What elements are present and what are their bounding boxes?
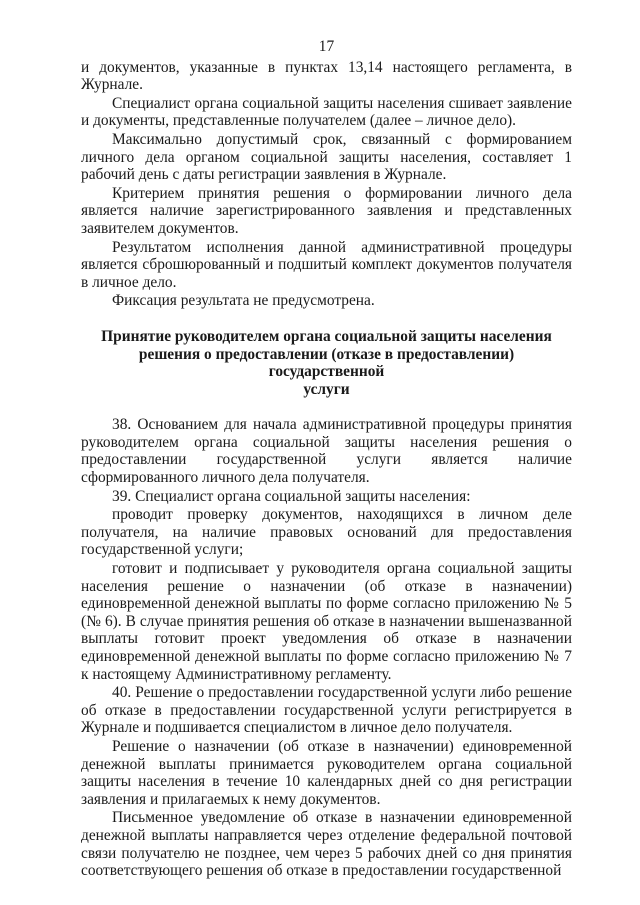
- paragraph: Фиксация результата не предусмотрена.: [112, 292, 375, 310]
- section-heading-line: услуги: [303, 380, 350, 398]
- paragraph-38: 38. Основанием для начала административной процедуры принятия руководителем органа социальной защиты населения решения о предоставлении государственной услуги является наличие сформированного личного дела получателя.: [81, 416, 572, 487]
- section-heading-line: решения о предоставлении (отказе в предоставлении) государственной: [138, 345, 515, 381]
- paragraph: Результатом исполнения данной административной процедуры является сброшюрованный и подшитый комплект документов получателя в личное дело.: [81, 238, 572, 291]
- paragraph-39: 39. Специалист органа социальной защиты населения:: [112, 487, 471, 505]
- document-page: [81, 38, 572, 881]
- paragraph: Максимально допустимый срок, связанный с формированием личного дела органом социальной защиты населения, составляет 1 рабочий день с даты регистрации заявления в Журнале.: [81, 130, 572, 184]
- section-heading-line: Принятие руководителем органа социальной защиты населения: [101, 327, 552, 345]
- paragraph-40: 40. Решение о предоставлении государственной услуги либо решение об отказе в предоставлении государственной услуги регистрируется в Журнале и подшивается специалистом в личное дело получателя.: [81, 684, 572, 737]
- paragraph: проводит проверку документов, находящихся в личном деле получателя, на наличие правовых оснований для предоставления государственной услуги;: [81, 506, 572, 559]
- paragraph: Решение о назначении (об отказе в назначении) единовременной денежной выплаты принимается руководителем органа социальной защиты населения в течение 10 календарных дней со дня регистрации заявления и прилагаемых к нему документов.: [81, 737, 572, 808]
- paragraph: Критерием принятия решения о формировании личного дела является наличие зарегистрированного заявления и представленных заявителем документов.: [81, 184, 572, 237]
- paragraph: готовит и подписывает у руководителя органа социальной защиты населения решение о назначении (об отказе в назначении) единовременной денежной выплаты по форме согласно приложению № 5 (№ 6). В случае принятия решения об отказе в назначении вышеназванной выплаты готовит проект уведомления об отказе в назначении единовременной денежной выплаты по форме согласно приложению № 7 к настоящему Административному регламенту.: [81, 560, 572, 683]
- paragraph-continuation: и документов, указанные в пунктах 13,14 настоящего регламента, в Журнале.: [81, 58, 572, 94]
- section-heading: [81, 328, 572, 398]
- page-number: 17: [318, 38, 335, 55]
- paragraph: Письменное уведомление об отказе в назначении единовременной денежной выплаты направляется через отделение федеральной почтовой связи получателю не позднее, чем через 5 рабочих дней со дня принятия соответствующего решения об отказе в предоставлении государственной: [81, 809, 572, 880]
- paragraph: Специалист органа социальной защиты населения сшивает заявление и документы, представленные получателем (далее – личное дело).: [81, 94, 572, 130]
